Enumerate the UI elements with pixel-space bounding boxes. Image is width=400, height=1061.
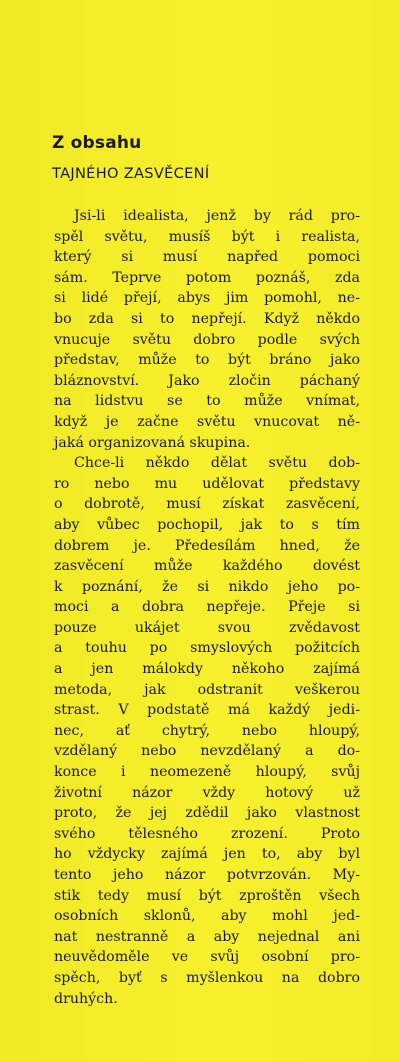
text-line: vnucuje světu dobro podle svých [54,331,360,348]
book-title: TAJNÉHO ZASVĚCENÍ [52,165,210,182]
text-line: druhých. [54,990,118,1007]
text-line: Chce-li někdo dělat světu dob- [74,455,360,472]
section-heading: Z obsahu [52,133,142,153]
text-line: a touhu po smyslových požitcích [54,640,360,657]
text-line: tento jeho názor potvrzován. My- [54,867,360,883]
text-line: osobních sklonů, aby mohl jed- [54,908,360,925]
text-line: neuvědoměle ve svůj osobní pro- [54,949,360,966]
text-line: sám. Teprve potom poznáš, zda [54,269,360,286]
text-line: ho vždycky zajímá jen to, aby byl [54,846,360,863]
text-line: jaká organizovaná skupina. [54,434,251,451]
text-line: vzdělaný nebo nevzdělaný a do- [54,743,360,760]
text-line: konce i neomezeně hloupý, svůj [54,764,360,781]
text-line: metoda, jak odstranit veškerou [54,681,360,698]
text-line: dobrem je. Předesílám hned, že [54,537,360,554]
text-line: pouze ukájet svou zvědavost [54,619,360,636]
text-line: spěl světu, musíš být i realista, [54,228,360,245]
text-line: který si musí napřed pomoci [54,249,360,266]
text-line: ro nebo mu udělovat představy [54,475,360,492]
paragraph-1 [54,206,360,453]
paragraph-2 [54,453,360,1009]
text-line: nec, ať chytrý, nebo hloupý, [54,722,360,739]
text-line: o dobrotě, musí získat zasvěcení, [54,496,360,513]
text-line: spěch, byť s myšlenkou na dobro [54,969,360,986]
text-line: k poznání, že si nikdo jeho po- [54,578,360,595]
text-line: moci a dobra nepřeje. Přeje si [54,599,360,616]
text-line: strast. V podstatě má každý jedi- [54,702,360,719]
text-line: proto, že jej zdědil jako vlastnost [54,805,360,822]
text-line: představ, může to být bráno jako [54,352,360,369]
text-line: Jsi-li idealista, jenž by rád pro- [74,208,360,224]
text-line: svého tělesného zrození. Proto [54,825,360,842]
text-line: bo zda si to nepřejí. Když někdo [54,310,360,327]
text-line: nat nestranně a aby nejednal ani [54,928,360,945]
text-line: aby vůbec pochopil, jak to s tím [54,516,360,533]
text-line: když je začne světu vnucovat ně- [54,413,360,430]
text-line: stik tedy musí být zproštěn všech [54,887,360,904]
text-line: si lidé přejí, abys jim pomohl, ne- [54,290,360,307]
text-line: a jen málokdy někoho zajímá [54,661,360,678]
text-line: životní názor vždy hotový už [54,784,360,801]
text-line: bláznovství. Jako zločin páchaný [54,372,360,389]
excerpt-text [54,206,360,1009]
text-line: zasvěcení může každého dovést [54,558,360,575]
text-line: na lidstvu se to může vnímat, [54,393,360,410]
